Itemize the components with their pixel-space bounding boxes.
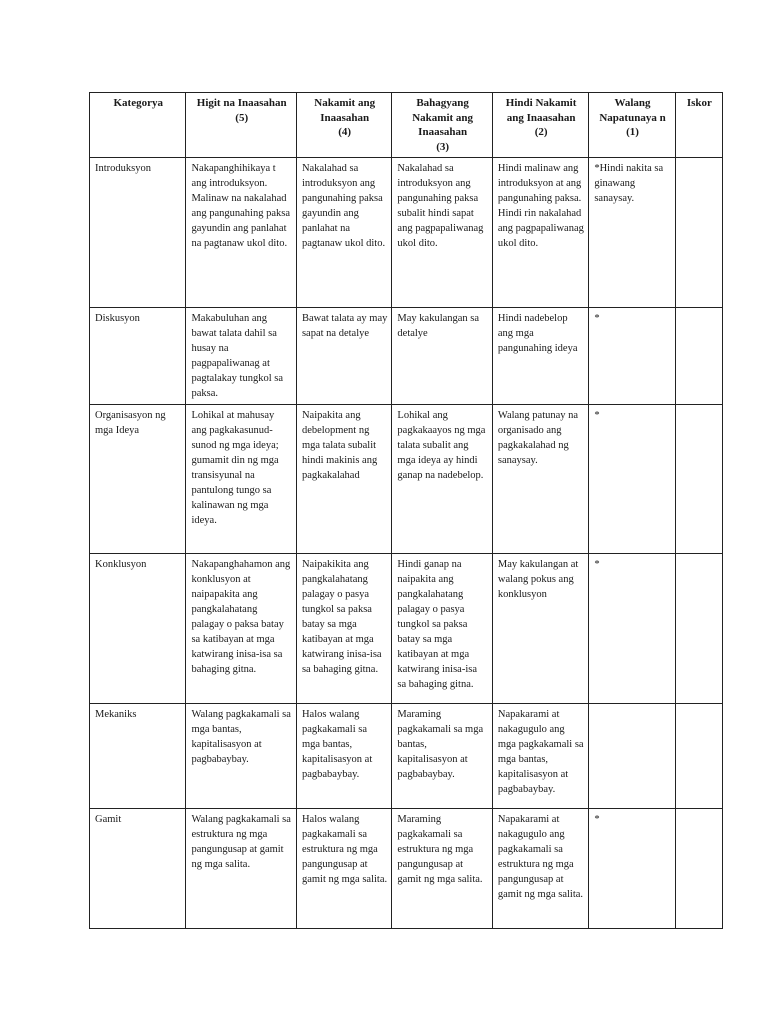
table-row (90, 554, 723, 704)
criteria-cell: Napakarami at nakagugulo ang mga pagkakamali sa mga bantas, kapitalisasyon at pagbabaybay. (492, 704, 588, 809)
score-cell[interactable] (675, 405, 722, 554)
table-row (90, 158, 723, 308)
criteria-cell: Hindi malinaw ang introduksyon at ang pangunahing paksa. Hindi rin nakalahad ang pagpapaliwanag ukol dito. (492, 158, 588, 308)
category-cell: Diskusyon (90, 308, 186, 405)
criteria-cell: * (589, 308, 675, 405)
header-level-5: Higit na Inaasahan (5) (186, 93, 297, 158)
criteria-cell: Nakalahad sa introduksyon ang pangunahing paksa gayundin ang panlahat na pagtanaw ukol dito. (296, 158, 391, 308)
table-row (90, 704, 723, 809)
header-points: (4) (338, 126, 352, 138)
header-points: (3) (436, 140, 450, 153)
header-points: (5) (235, 111, 249, 124)
criteria-cell: * (589, 554, 675, 704)
score-cell[interactable] (675, 704, 722, 809)
criteria-cell: Hindi nadebelop ang mga pangunahing ideya (492, 308, 588, 405)
criteria-cell: Walang pagkakamali sa estruktura ng mga pangungusap at gamit ng mga salita. (186, 809, 297, 929)
score-cell[interactable] (675, 308, 722, 405)
criteria-cell: Lohikal ang pagkakaayos ng mga talata subalit ang mga ideya ay hindi ganap na nadebelop. (392, 405, 492, 554)
category-cell: Organisasyon ng mga Ideya (90, 405, 186, 554)
header-level-4: Nakamit ang Inaasahan (4) (296, 93, 391, 158)
criteria-cell: Hindi ganap na naipakita ang pangkalahatang palagay o pasya tungkol sa paksa batay sa mga katibayan at mga katwirang inisa-isa sa bahaging gitna. (392, 554, 492, 704)
criteria-cell (589, 704, 675, 809)
rubric-table (89, 92, 723, 929)
criteria-cell: Walang pagkakamali sa mga bantas, kapitalisasyon at pagbabaybay. (186, 704, 297, 809)
criteria-cell: Nakapanghahamon ang konklusyon at naipapakita ang pangkalahatang palagay o paksa batay sa katibayan at mga katwirang inisa-isa sa bahaging gitna. (186, 554, 297, 704)
criteria-cell: Maraming pagkakamali sa estruktura ng mga pangungusap at gamit ng mga salita. (392, 809, 492, 929)
score-cell[interactable] (675, 158, 722, 308)
criteria-cell: Walang patunay na organisado ang pagkakalahad ng sanaysay. (492, 405, 588, 554)
header-iskor: Iskor (675, 93, 722, 158)
criteria-cell: May kakulangan sa detalye (392, 308, 492, 405)
header-kategorya: Kategorya (90, 93, 186, 158)
score-cell[interactable] (675, 809, 722, 929)
criteria-cell: Bawat talata ay may sapat na detalye (296, 308, 391, 405)
header-points: (1) (626, 126, 639, 138)
category-cell: Mekaniks (90, 704, 186, 809)
criteria-cell: Nakapanghihikaya t ang introduksyon. Malinaw na nakalahad ang pangunahing paksa gayundin ang panlahat na pagtanaw ukol dito. (186, 158, 297, 308)
table-row (90, 809, 723, 929)
header-row (90, 93, 723, 158)
table-row (90, 405, 723, 554)
criteria-cell: Makabuluhan ang bawat talata dahil sa husay na pagpapaliwanag at pagtalakay tungkol sa paksa. (186, 308, 297, 405)
criteria-cell: Naipakikita ang pangkalahatang palagay o pasya tungkol sa paksa batay sa mga katibayan at mga katwirang inisa-isa sa bahaging gitna. (296, 554, 391, 704)
criteria-cell: Nakalahad sa introduksyon ang pangunahing paksa subalit hindi sapat ang pagpapaliwanag ukol dito. (392, 158, 492, 308)
criteria-cell: Lohikal at mahusay ang pagkakasunud-sunod ng mga ideya; gumamit din ng mga transisyunal na pantulong tungo sa kalinawan ng mga ideya. (186, 405, 297, 554)
category-cell: Gamit (90, 809, 186, 929)
header-points: (2) (534, 126, 548, 138)
header-level-1: Walang Napatunaya n (1) (589, 93, 675, 158)
table-row (90, 308, 723, 405)
category-cell: Konklusyon (90, 554, 186, 704)
criteria-cell: May kakulangan at walang pokus ang konklusyon (492, 554, 588, 704)
header-level-2: Hindi Nakamit ang Inaasahan (2) (492, 93, 588, 158)
score-cell[interactable] (675, 554, 722, 704)
criteria-cell: * (589, 809, 675, 929)
criteria-cell: * (589, 405, 675, 554)
criteria-cell: Napakarami at nakagugulo ang pagkakamali sa estruktura ng mga pangungusap at gamit ng mga salita. (492, 809, 588, 929)
criteria-cell: Halos walang pagkakamali sa estruktura ng mga pangungusap at gamit ng mga salita. (296, 809, 391, 929)
header-level-3: Bahagyang Nakamit ang Inaasahan (3) (392, 93, 492, 158)
criteria-cell: Naipakita ang debelopment ng mga talata subalit hindi makinis ang pagkakalahad (296, 405, 391, 554)
criteria-cell: Halos walang pagkakamali sa mga bantas, kapitalisasyon at pagbabaybay. (296, 704, 391, 809)
criteria-cell: *Hindi nakita sa ginawang sanaysay. (589, 158, 675, 308)
criteria-cell: Maraming pagkakamali sa mga bantas, kapitalisasyon at pagbabaybay. (392, 704, 492, 809)
category-cell: Introduksyon (90, 158, 186, 308)
